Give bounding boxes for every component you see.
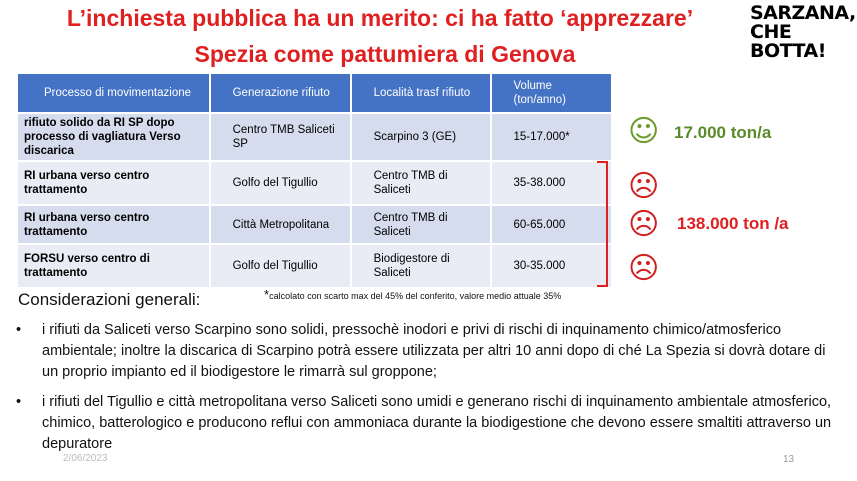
cell-volume: 35-38.000 bbox=[491, 161, 612, 205]
page-number: 13 bbox=[783, 454, 795, 465]
footnote bbox=[264, 287, 561, 302]
logo bbox=[750, 2, 856, 62]
bullet-icon: • bbox=[16, 322, 22, 338]
slide-title-line1: L’inchiesta pubblica ha un merito: ci ha fatto ‘apprezzare’ bbox=[66, 5, 694, 31]
smiley-sad-icon: ☹ bbox=[628, 207, 660, 242]
cell-generazione: Centro TMB Saliceti SP bbox=[210, 113, 351, 161]
table-row bbox=[18, 205, 612, 244]
cell-localita: Biodigestore di Saliceti bbox=[351, 244, 491, 287]
smiley-sad-icon: ☹ bbox=[628, 251, 660, 286]
table-row bbox=[18, 244, 612, 287]
logo-line1: SARZANA, bbox=[750, 2, 856, 24]
table-row bbox=[18, 113, 612, 161]
bullet-icon: • bbox=[16, 394, 22, 410]
cell-volume: 15-17.000* bbox=[491, 113, 612, 161]
list-item-text: i rifiuti da Saliceti verso Scarpino sono solidi, pressochè inodori e privi di rischi di inquinamento chimico/atmosferico ambientale; inoltre la discarica di Scarpino potrà essere utilizzata per altri 10 anni dopo di ché La Spezia si dovrà dotare di un proprio impianto ed il biodigestore le rimarrà sul groppone; bbox=[42, 322, 826, 380]
waste-table bbox=[18, 74, 613, 287]
cell-generazione: Golfo del Tigullio bbox=[210, 244, 351, 287]
cell-processo: RI urbana verso centro trattamento bbox=[18, 205, 210, 244]
total-negative: 138.000 ton /a bbox=[677, 214, 789, 233]
list-item-text: i rifiuti del Tigullio e città metropolitana verso Saliceti sono umidi e generano rischi di inquinamento ambientale atmosferico, chimico, batterologico e producono reflui con ammoniaca durante la biodigestione che devono essere smaltiti attraverso un depuratore bbox=[42, 394, 832, 452]
header-volume: Volume (ton/anno) bbox=[491, 74, 612, 113]
considerations-heading: Considerazioni generali: bbox=[18, 290, 201, 309]
logo-line2: CHE BOTTA! bbox=[750, 21, 826, 62]
cell-processo: RI urbana verso centro trattamento bbox=[18, 161, 210, 205]
header-generazione: Generazione rifiuto bbox=[210, 74, 351, 113]
cell-processo: FORSU verso centro di trattamento bbox=[18, 244, 210, 287]
table-row bbox=[18, 161, 612, 205]
footnote-star: * bbox=[264, 287, 270, 302]
footer-date: 2/06/2023 bbox=[63, 453, 108, 464]
header-processo: Processo di movimentazione bbox=[18, 74, 210, 113]
list-item bbox=[14, 392, 844, 455]
total-positive: 17.000 ton/a bbox=[674, 123, 772, 142]
cell-localita: Centro TMB di Saliceti bbox=[351, 161, 491, 205]
cell-generazione: Golfo del Tigullio bbox=[210, 161, 351, 205]
list-item bbox=[14, 320, 844, 383]
considerations-list bbox=[14, 320, 844, 464]
cell-volume: 30-35.000 bbox=[491, 244, 612, 287]
cell-volume: 60-65.000 bbox=[491, 205, 612, 244]
cell-generazione: Città Metropolitana bbox=[210, 205, 351, 244]
cell-processo: rifiuto solido da RI SP dopo processo di vagliatura Verso discarica bbox=[18, 113, 210, 161]
slide-title-line2: Spezia come pattumiera di Genova bbox=[194, 41, 576, 67]
cell-localita: Centro TMB di Saliceti bbox=[351, 205, 491, 244]
smiley-happy-icon: ☺ bbox=[628, 114, 660, 149]
table-header-row bbox=[18, 74, 612, 113]
footnote-text: calcolato con scarto max del 45% del conferito, valore medio attuale 35% bbox=[269, 291, 562, 301]
cell-localita: Scarpino 3 (GE) bbox=[351, 113, 491, 161]
smiley-sad-icon: ☹ bbox=[628, 169, 660, 204]
header-localita: Località trasf rifiuto bbox=[351, 74, 491, 113]
bracket-icon bbox=[597, 161, 608, 287]
